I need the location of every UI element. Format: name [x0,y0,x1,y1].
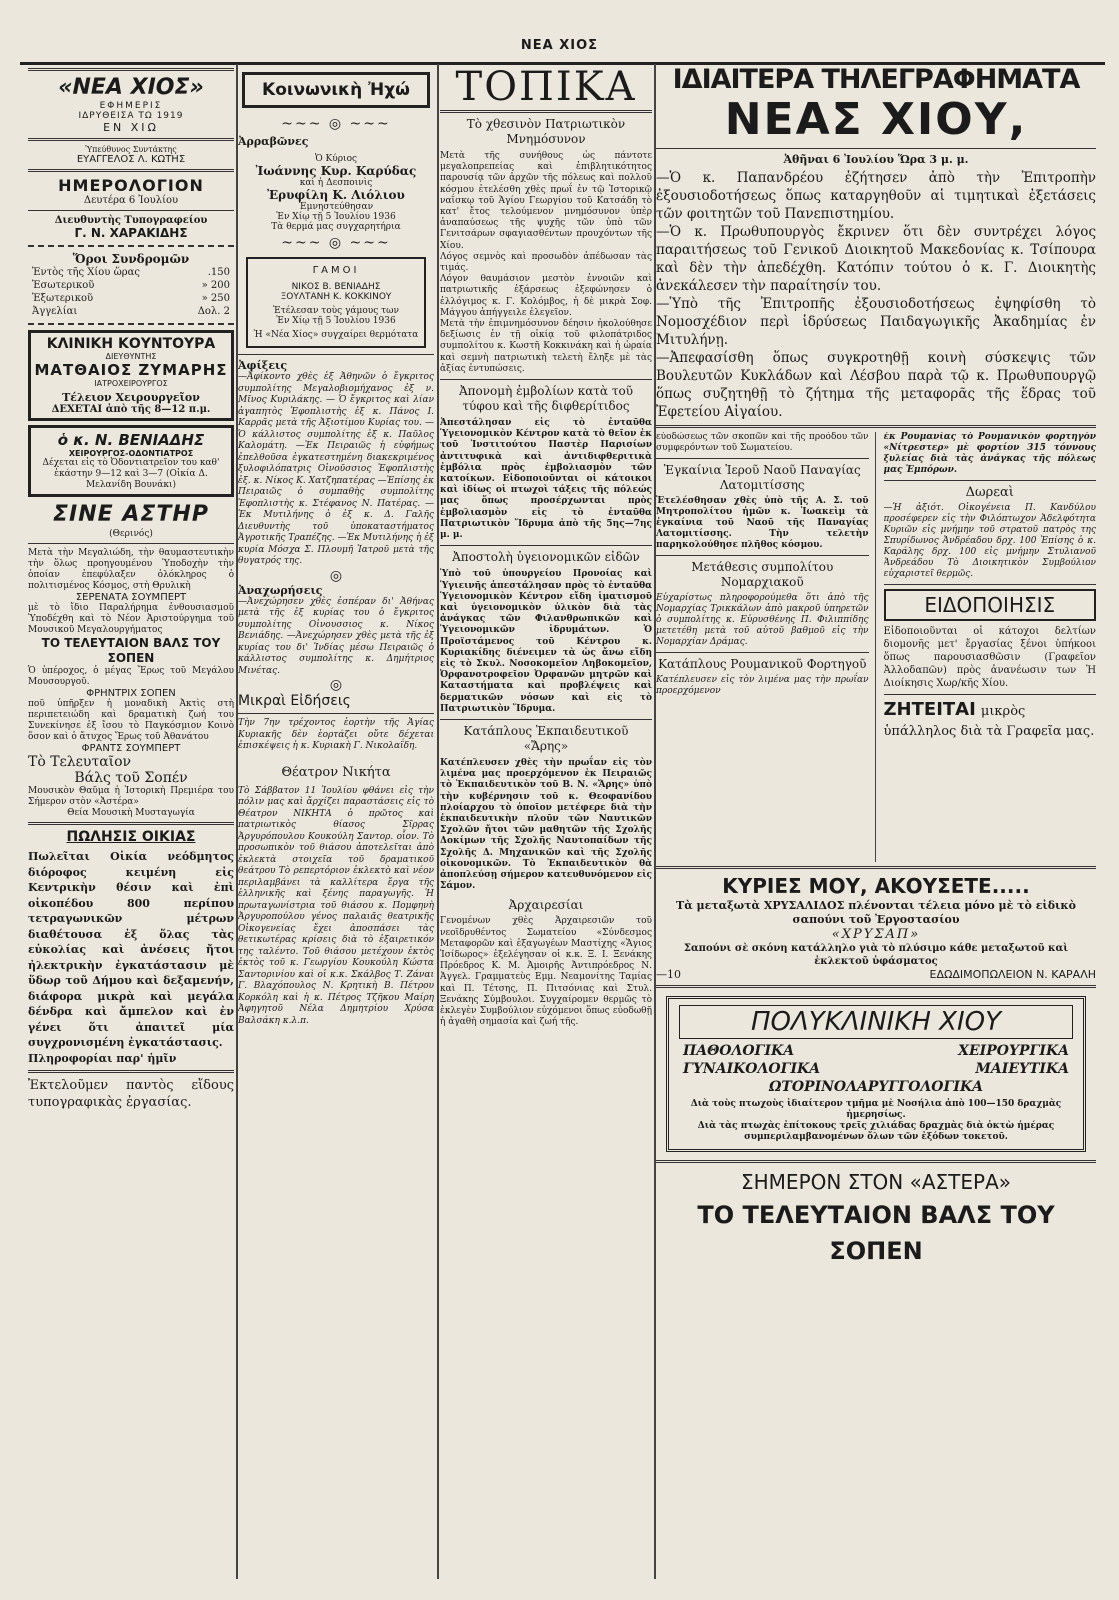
divider [28,138,234,141]
polyclinic-title: ΠΟΛΥΚΛΙΝΙΚΗ ΧΙΟΥ [679,1005,1073,1039]
divider [440,545,652,546]
calendar-date: Δευτέρα 6 Ἰουλίου [83,195,179,206]
cinema-subtitle: (Θερινός) [109,529,153,539]
polyclinic-text: Διὰ τοὺς πτωχοὺς ἰδιαίτερον τμῆμα μὲ Νοσήλια ἀπὸ 100—150 δραχμὰς ἡμερησίως. [690,1099,1062,1120]
divider [28,543,234,544]
wanted-text: μικρὸς ὑπάλληλος διὰ τὰ Γραφεῖα μας. [883,704,1095,739]
clinic-director-label: ΔΙΕΥΘΥΝΤΗΣ [105,352,157,361]
calendar-title: ΗΜΕΡΟΛΟΓΙΟΝ [58,176,204,195]
cinema-ad-film: ΤΟ ΤΕΛΕΥΤΑΙΟΝ ΒΑΛΣ ΤΟΥ ΣΟΠΕΝ [697,1201,1055,1265]
sale-info: Πληροφορίαι παρ' ἡμῖν [28,1051,177,1065]
divider [656,425,1096,428]
divider [238,713,434,714]
freighter-text: Κατέπλευσεν εἰς τὸν λιμένα μας τὴν πρωΐαν προερχόμενον [656,675,869,696]
divider [656,985,1096,988]
masthead: ΝΕΑ ΧΙΟΣ [520,38,599,53]
nameplate-founded: ΙΔΡΥΘΕΙΣΑ ΤΩ 1919 [78,111,184,121]
subscription-row [28,266,234,279]
soap-ad-code: —10 [656,968,681,981]
engagement-line: Ἐμνηστεύθησαν [298,202,374,212]
subscription-price: .150 [207,267,230,278]
elections-continued: εὐοδώσεως τῶν σκοπῶν καὶ τῆς προόδου τῶν συμφερόντων τοῦ Σωματείου. [656,432,869,453]
cinema-ad-title: ΣΗΜΕΡΟΝ ΣΤΟΝ «ΑΣΤΕΡΑ» [741,1170,1011,1194]
telegram-2: —Ὁ κ. Πρωθυπουργὸς ἔκρινεν ὅτι δὲν συντρέχει λόγος παραιτήσεως τοῦ Γενικοῦ Διοικητοῦ Μακεδονίας κ. Τσίπουρα καὶ δὲν τὴν ἀπεδέχθη. Κατόπιν τούτου ὁ κ. Γ. Διοικητὴς ἀνεκάλεσεν τὴν παραίτησίν του. [656,224,1096,294]
subscription-row [28,292,234,305]
cinema-tagline: Θεία Μουσικὴ Μυσταγωγία [67,808,195,818]
section-theatre: Θέατρον Νικήτα [281,764,391,780]
clinic-line: Τέλειον Χειρουργεῖον [62,391,200,404]
cinema-title: ΣΙΝΕ ΑΣΤΗΡ [53,502,209,527]
society-header [242,72,430,108]
notice-box [884,589,1097,621]
polyclinic-dept: ΜΑΙΕΥΤΙΚΑ [975,1061,1069,1077]
divider [28,323,234,325]
vaccines-text: Ἀπεστάλησαν εἰς τὸ ἐνταῦθα Ὑγειονομικὸν Κέντρον κατὰ τὸ θεῖον ἐκ τοῦ Ἰνστιτούτου Παστὲρ Παρισίων ἀντιτυφικὰ καὶ ἀντιδιφθεριτικὰ ἐμβόλια πρὸς ἐμβολιασμὸν τῶν κατοίκων. Εἰδοποιοῦνται οἱ κάτοικοι καὶ ἰδίως οἱ πτωχοὶ τάξεις τῆς πόλεώς μας ὅπως προσέρχωνται πρὸς ἐμβολιασμὸν εἰς τὸ ἐνταῦθα Πατριωτικὸν Ἵδρυμα ἀπὸ τῆς 5ης—7ης μ. μ. [440,418,652,541]
memorial-text-1: Μετὰ τῆς συνήθους ὡς πάντοτε μεγαλοπρεπείας καὶ ἐπιβλητικότητος παρουσίᾳ τῶν ἀρχῶν τῆς πόλεως καὶ πολλοῦ κόσμου ἐτελέσθη χθὲς πρωΐ ἐν τῷ Ἱστορικῷ ναΐσκῳ τοῦ Ἁγίου Γεωργίου τοῦ Κατσάδη τὸ κατ' ἔτος τελούμενον μνημόσυνον ὑπὲρ ἀναπαύσεως τῆς ψυχῆς τῶν ὑπὸ τῶν Γενιτσάρων σφαγιασθέντων προυχόντων τῆς Χίου. [440,151,652,251]
wedding-date: Ἐν Χίῳ τῇ 5 Ἰουλίου 1936 [276,316,396,326]
divider [28,210,234,211]
wedding-line: Ἐτέλεσαν τοὺς γάμους των [273,306,399,316]
printer-name: Γ. Ν. ΧΑΡΑΚΙΔΗΣ [74,226,188,240]
telegram-4: —Ἀπεφασίσθη ὅπως συγκροτηθῇ κοινὴ σύσκεψις τῶν Βουλευτῶν Κυκλάδων καὶ Λέσβου παρὰ τῷ κ. Πρωθυπουργῷ ὅπως συζητηθῇ τὸ ζήτημα τῆς μεταφορᾶς τῆς ἕδρας τοῦ Ἐφετείου Αἰγαίου. [656,350,1096,420]
training-ship-text: Κατέπλευσεν χθὲς τὴν πρωΐαν εἰς τὸν λιμένα μας προερχόμενον ἐκ Πειραιῶς τὸ Ἐκπαιδευτικὸν τοῦ Β. Ν. «Ἄρης» ὑπὸ τὴν κυβέρνησιν τοῦ κ. Θεοφανίδου πλοίαρχου τὸ ὁποῖον μετέφερε διὰ τὴν ἐκπαιδευτικὴν πλοῦν τῶν Ναυτικῶν Σχολῶν ἤτοι τῶν μαθητῶν τῆς Σχολῆς Δοκίμων τῆς Σχολῆς Ναυτοπαίδων τῆς Σχολῆς Δ. Μηχανικῶν καὶ τῆς Σχολῆς οἰκονομικῶν. Τὸ Ἐκπαιδευτικὸν θὰ ἀποπλεύσῃ σήμερον κατευθυνόμενον εἰς Σάμον. [440,757,652,892]
telegrams-title: ΙΔΙΑΙΤΕΡΑ ΤΗΛΕΓΡΑΦΗΜΑΤΑ [672,64,1080,95]
cinema-text-3: Ὁ ὑπέροχος, ὁ μέγας Ἔρως τοῦ Μεγάλου Μουσουργοῦ. [28,666,234,687]
headline-church: Ἐγκαίνια Ἱεροῦ Ναοῦ Παναγίας Λατομιτίσσης [663,463,861,492]
short-news-text: Τὴν 7ην τρέχοντος ἑορτὴν τῆς Ἁγίας Κυριακῆς δὲν ἑορτάζει οὔτε δέχεται ἐπισκέψεις ἡ κ. Κυριακὴ Γ. Νικολαΐδη. [238,718,434,751]
soap-ad-title: ΚΥΡΙΕΣ ΜΟΥ, ΑΚΟΥΣΕΤΕ..... [722,874,1030,898]
column-4 [656,64,1096,1579]
polyclinic-row [683,1061,1069,1077]
subscription-label: Ἀγγελίαι [32,306,78,317]
cinema-film-title: Τὸ Τελευταῖον [28,754,132,770]
polyclinic-ad [666,996,1086,1152]
engagement-line: Ὁ Κύριος [314,154,358,164]
dentist-role: ΧΕΙΡΟΥΡΓΟΣ-ΟΔΟΝΤΙΑΤΡΟΣ [68,449,194,458]
notice-title: ΕΙΔΟΠΟΙΗΣΙΣ [924,593,1056,617]
cinema-name: ΦΡΗΝΤΡΙΧ ΣΟΠΕΝ [86,688,176,699]
nameplate-sub: ΕΦΗΜΕΡΙΣ [99,101,163,111]
print-ad: Ἐκτελοῦμεν παντὸς εἴδους τυπογραφικὰς ἐργασίας. [28,1077,234,1110]
society-title: Κοινωνικὴ Ἠχώ [262,80,410,100]
subscription-label: Ἐξωτερικοῦ [32,293,94,304]
dentist-text: Δέχεται εἰς τὸ Ὀδοντιατρεῖον του καθ' ἑκάστην 9—12 καὶ 3—7 (Οἰκία Δ. Μελανίδη Βουνάκι) [42,458,220,490]
soap-ad-shop: ΕΔΩΔΙΜΟΠΩΛΕΙΟΝ Ν. ΚΑΡΑΛΗ [929,968,1096,981]
cinema-film: ΣΕΡΕΝΑΤΑ ΣΟΥΜΠΕΡΤ [75,592,187,603]
engagement-wish: Τὰ θερμά μας συγχαρητήρια [271,222,401,232]
section-engagements: Ἀρραβῶνες [238,135,309,148]
telegram-1: —Ὁ κ. Παπανδρέου ἐζήτησεν ἀπὸ τὴν Ἐπιτροπὴν ἐξουσιοδοτήσεως ὅπως καταργηθοῦν αἱ τιμητικαὶ ἐξετάσεις τῶν φοιτητῶν τοῦ Πανεπιστημίου. [656,170,1096,222]
memorial-text-2: Λόγος σεμνὸς καὶ προσωδὸν ἀπέδωσαν τὰς τιμάς. [440,251,652,274]
wedding-wish: Ἡ «Νέα Χίος» συγχαίρει θερμότατα [253,330,419,340]
headline-memorial: Τὸ χθεσινὸν Πατριωτικὸν Μνημόσυνον [466,117,626,146]
headline-supplies: Ἀποστολὴ ὑγειονομικῶν εἰδῶν [452,550,640,565]
section-departures: Ἀναχωρήσεις [238,583,323,597]
divider [884,584,1097,585]
cinema-text-4: ποῦ ὑπῆρξεν ἡ μοναδικὴ Ἀκτὶς στὴ περιπετειώδη καὶ δραματικὴ ζωή του Συνεκίνησε ἐξ ἴσου τὸ Παγκόσμιον Κοινὸ ὅσον καὶ ὁ ἄτυχος Ἔρως τοῦ Ἀθανάτου [28,699,234,742]
subscription-row [28,305,234,318]
clinic-ad [28,330,234,421]
headline-vaccines: Ἀπονομὴ ἐμβολίων κατὰ τοῦ τύφου καὶ τῆς διφθερίτιδος [458,384,634,414]
soap-ad-text: Τὰ μεταξωτὰ ΧΡΥΣΑΛΙΔΟΣ πλένονται τέλεια μόνο μὲ τὸ εἰδικὸ σαπούνι τοῦ Ἐργοστασίου [676,899,1076,926]
column-1 [28,64,234,1579]
polyclinic-dept: ΓΥΝΑΙΚΟΛΟΓΙΚΑ [683,1061,821,1077]
theatre-text: Τὸ Σάββατον 11 Ἰουλίου φθάνει εἰς τὴν πόλιν μας καὶ ἄρχίζει παραστάσεις εἰς τὸ Θέατρον ΝΙΚΗΤΑ ὁ πρῶτος καὶ πατριωτικὸς θίασος Σῖρρας Ἀργυρόπουλου Κουκούλη Σαντορ. οἶον. Τὸ προσωπικὸν τοῦ θιάσου ἀποτελεῖται ἀπὸ ἐκλεκτὰ στοιχεῖα τοῦ δραματικοῦ θεάτρου Τὸ ρεπερτόριον ἐκλεκτὸ καὶ νέον περιλαμβάνει τὰ καλλίτερα ἔργα τῆς ἑλληνικῆς καὶ ξένης παραγωγῆς. Ἡ πρωταγωνίστρια τοῦ θιάσου κ. Πομφηνὴ Ἀργυροπούλου γένος παλαιᾶς θεατρικῆς Οἰκογενείας ἔχει ἀποσπάσει τὰς θετικωτέρας κρίσεις διὰ τὸ ἐξαιρετικόν της ταλέντο. Τοῦ θιάσου μετέχουν ἐκτὸς ἐκτὸς τοῦ κ. Γεωργίου Κουκούλη Κώστα Σαντορινίου καὶ οἱ κ.κ. Σκάλβος Τ. Ζάναι Γ. Βλαχόπουλος Ν. Κρητικὴ Β. Πέτρου Κορκόλη καὶ ἡ κ. Πέτρος Τζῆκου Μαίρη Ἀφηγητοῦ Νέλα Δημητρίου Χρύσα Βαλσάκη κ.λ.π. [238,785,434,1026]
cinema-headline: ΤΟ ΤΕΛΕΥΤΑΙΟΝ ΒΑΛΣ ΤΟΥ ΣΟΠΕΝ [41,636,221,665]
sale-title: ΠΩΛΗΣΙΣ ΟΙΚΙΑΣ [66,829,196,845]
sale-text: Πωλεῖται Οἰκία νεόδμητος διόροφος κειμένη εἰς Κεντρικὴν θέσιν καὶ ἐπὶ οἰκοπέδου 800 περίπου τετραγωνικῶν μέτρων διαθέτουσα ἐξ ὅλας τὰς εὐκολίας καὶ ἀνέσεις ἤτοι ἠλεκτρικὴν ἐγκατάστασιν μὲ ὕδωρ τοῦ Δήμου καὶ δεξαμενήν, διάφορα μικρὰ καὶ μεγάλα δένδρα καὶ ἄμπελον καὶ ἐν γένει ὅτι ἀπαιτεῖ μία συγχρονισμένη ἐγκατάστασις. [28,850,234,1049]
cinema-film-title-2: Βάλς τοῦ Σοπέν [74,770,188,786]
nameplate-place: ΕΝ ΧΙΩ [103,121,159,134]
headline-freighter: Κατάπλους Ρουμανικοῦ Φορτηγοῦ [658,657,867,671]
section-arrivals: Ἀφίξεις [238,359,288,372]
divider [28,68,234,71]
weddings-title: ΓΑΜΟΙ [312,265,360,276]
column-2 [238,64,434,1579]
subscription-list [28,266,234,318]
subscription-title: Ὅροι Συνδρομῶν [72,252,190,266]
headline-training-ship: Κατάπλους Ἐκπαιδευτικοῦ «Ἄρης» [463,723,629,753]
headline-elections: Ἀρχαιρεσίαι [508,898,584,913]
soap-ad-brand: «ΧΡΥΣΑΠ» [831,927,921,942]
polyclinic-dept: ΧΕΙΡΟΥΡΓΙΚΑ [958,1043,1069,1059]
telegrams-title-2: ΝΕΑΣ ΧΙΟΥ, [724,94,1028,145]
dentist-name: ὁ κ. Ν. ΒΕΝΙΑΔΗΣ [57,431,205,449]
soap-ad-footer [656,968,1096,981]
engagement-line: καὶ ἡ Δεσποινὶς [299,178,373,188]
wedding-name: ΞΟΥΛΤΑΝΗ Κ. ΚΟΚΚΙΝΟΥ [280,292,392,302]
divider [656,866,1096,869]
divider [440,719,652,720]
lower-news-right [884,432,1097,862]
section-short-news: Μικραὶ Εἰδήσεις [238,693,351,709]
dentist-ad [28,425,234,497]
local-news-title: ΤΟΠΙΚΑ [440,64,652,113]
memorial-text-4: Μετὰ τὴν ἐπιμνημόσυνον δέησιν ἠκολούθησε δεξίωσις ἐν τῇ οἰκίᾳ τοῦ φιλοπάτριδος συμπολίτου κ. Κωστῆ Κοκκινάκη καὶ ἡ ὡραία καὶ σεμνὴ πατριωτικὴ τελετὴ ἔληξε μὲ τὰς ἀξίας ἐντυπώσεις. [440,319,652,374]
arrivals-text: —Ἀφίκοντο χθὲς ἐξ Ἀθηνῶν ὁ ἔγκριτος συμπολίτης Μεγαλοβιομήχανος ἐξ ν. Μῖνος Κυριλάκης. — Ὁ ἔγκριτος καὶ λίαν ἀγαπητὸς Ἐφοπλιστὴς ἐξ κ. Πάνος Ι. Καρρᾶς μετὰ τῆς Ἀξιοτίμου Κυρίας του. —Ὁ κάλλιστος συμπολίτης ἐξ κ. Παῦλος Καλομάτη. —Ἐκ Πειραιῶς ἡ εὐφήμως ἐπελθοῦσα ἐγκατεστημένη διακεκριμένος ξυλοφιλόπατρις Οἰνοῦσσιος Ἐφοπλιστὴς ἐξ. κ. Νίκος Κ. Χατζηπατέρας —Ἐπίσης ἐκ Πειραιῶς ὁ συμπαθὴς συμπολίτης Ἐφοπλιστὴς κ. Στέφανος Ν. Πατέρας. —Ἐκ Μυτιλήνης ὁ ἐξ κ. Δ. Γαλῆς Διευθυντὴς τοῦ ὑποκαταστήματος Ἀγροτικῆς Τραπέζης. —Ἐκ Μυτιλήνης ἡ ἐξ κυρία Μόσχα Σ. Πλουμῆ Ἰατροῦ μετὰ τῆς θυγατρός της. [238,372,434,566]
cinema-text: Μετὰ τὴν Μεγαλιώδη, τὴν θαυμαστευτικὴν τὴν ὅλως προηγουμένου Ὑποδοχὴν τὴν ὁποίαν ἐπεφύλαξεν ὁλόκληρος ὁ πολιτισμένος Κόσμος, στὴ Θρυλικὴ [28,548,234,591]
headline-donations: Δωρεαὶ [965,485,1014,500]
subscription-price: Δολ. 2 [197,306,230,317]
soap-ad-text-2: Σαπούνι σὲ σκόνη κατάλληλο γιὰ τὸ πλύσιμο κάθε μεταξωτοῦ καὶ ἐκλεκτοῦ ὑφάσματος [683,943,1069,967]
printer-label: Διευθυντὴς Τυπογραφείου [54,215,208,226]
wedding-name: ΝΙΚΟΣ Β. ΒΕΝΙΑΔΗΣ [291,282,381,292]
divider [656,652,869,653]
polyclinic-dept: ΩΤΟΡΙΝΟΛΑΡΥΓΓΟΛΟΓΙΚΑ [768,1079,984,1095]
clinic-hours: ΔΕΧΕΤΑΙ ἀπὸ τῆς 8—12 π.μ. [51,404,211,415]
weddings-box [246,257,426,348]
polyclinic-row [683,1043,1069,1059]
donations-text: —Ἡ ἀξιότ. Οἰκογένεια Π. Κανδύλου προσέφερεν εἰς τὴν Φιλόπτωχον Ἀδελφότητα Κυριῶν εἰς μνήμην τοῦ στρατοῦ πατρὸς της Σπυρίδωνος Ἀνδρέαδου δρχ. 100 Ἐπίσης ὁ κ. Καράλης δρχ. 100 εἰς μνήμην Στυλιανοῦ Ἀνδρεάδου Τὸ Διοικητικὸν Συμβούλιον εὐχαριστεῖ θερμῶς. [883,503,1096,579]
supplies-text: Ὑπὸ τοῦ ὑπουργείου Προνοίας καὶ Ὑγιεινῆς ἀπεστάλησαν πρὸς τὸ ἐνταῦθα Ὑγειονομικὸν Κέντρον εἴδη ἱματισμοῦ καὶ ὑγειονομικὸν ὑλικὸν διὰ τὰς ἀνάγκας τῶν Φιλανθρωπικῶν καὶ Ὑγειονομικῶν ἱδρυμάτων. Ὁ Προϊστάμενος τοῦ Κέντρου κ. Κυριακίδης διένειμεν τὰ ὡς ἄνω εἴδη εἰς τὸ Σκυλ. Νοσοκομεῖον Ληβοκομεῖον, Ὀρφανοτροφεῖον Ὀρφανῶν μητρῶν καὶ Καταστήματα καὶ προβλέψεις καὶ δερματικῶν νόσων καὶ εἰς τὸ Πατριωτικὸν Ἵδρυμα. [440,569,652,714]
telegrams-dateline: Ἀθῆναι 6 Ἰουλίου Ὥρα 3 μ. μ. [783,153,969,166]
telegram-3: —Ὑπὸ τῆς Ἐπιτροπῆς ἐξουσιοδοτήσεως ἐψηφίσθη τὸ Νομοσχέδιον περὶ ἱδρύσεως Παιδαγωγικῆς Ἀκαδημίας ἐν Μιτυλήνῃ. [656,296,1096,348]
headline-transfer: Μετάθεσις συμπολίτου Νομαρχιακοῦ [691,560,834,589]
column-rule [437,64,439,1579]
wanted-title: ΖΗΤΕΙΤΑΙ [883,699,976,720]
notice-text: Εἰδοποιοῦνται οἱ κάτοχοι δελτίων διομονῆς μετ' ἔργασίας ξένοι ὑπήκοοι ὅπως παρουσιασθῶσιν (Γραφεῖον Ἀλλοδαπῶν) πρὸς ἀνανέωσιν των Ἡ Διοίκησις Χωρ/κῆς Χίου. [883,626,1096,689]
ornament: ◎ [329,677,343,693]
subscription-price: » 200 [201,280,230,291]
ornament: ~~~ ◎ ~~~ [281,116,391,132]
divider [656,148,1096,149]
engagement-name: Ἐρυφίλη Κ. Λιόλιου [267,188,405,202]
polyclinic-dept: ΠΑΘΟΛΟΓΙΚΑ [683,1043,795,1059]
clinic-title: ΚΛΙΝΙΚΗ ΚΟΥΝΤΟΥΡΑ [46,336,216,352]
editor-name: ΕΥΑΓΓΕΛΟΣ Λ. ΚΩΤΗΣ [76,154,186,165]
divider [656,555,869,556]
divider [28,1070,234,1073]
divider [656,458,869,459]
elections-text: Γενομένων χθὲς Ἀρχαιρεσιῶν τοῦ νεοϊδρυθέντος Σωματείου «Σύνδεσμος Μεταφορῶν καὶ ἐξαγωγέων Μαστίχης «Ἅγιος Ἰσίδωρος» ἐξελέγησαν οἱ κ.κ. Ξ. Ι. Ξενάκης Πρόεδρος Κ. Μ. Ἀμοιρῆς Ἀντιπρόεδρος Ν. Ἀγγελ. Γραμματεὺς Εμμ. Νεαμονίτης Ταμίας καὶ Π. Τέτσης, Π. Πιτσόνιας καὶ Στυλ. Ξενάκης Σύμβουλοι. Συγχαίρομεν θερμῶς τὸ ἐκλεγὲν Συμβούλιον εὐχόμενοι ὅπως εὐοδωθῇ ἡ ἀγαθὴ σημασία καὶ ζωή τῆς. [440,916,652,1028]
cinema-text-5: Μουσικὸν Θαῦμα ἡ Ἱστορικὴ Πρεμιέρα του Σήμερον στὸν «Ἀστέρα» [28,786,234,807]
editor-label: Ὑπεύθυνος Συντάκτης [85,145,177,154]
freighter-continued: ἐκ Ρουμανίας τὸ Ρουμανικὸν φορτηγὸν «Νίτρεστερ» μὲ φορτίον 315 τόννους ξυλείας διὰ τὰς ἀνάγκας τῆς πόλεως μας Ἐμπόρων. [883,432,1096,475]
cinema-text-2: μὲ τὸ ἴδιο Παραλήρημα ἐνθουσιασμοῦ Ὑποδέχθη καὶ τὸ Νέον Ἀριστούργημα τοῦ Μουσικοῦ Μεγαλουργήματος [28,603,234,635]
subscription-label: Ἐντὸς τῆς Χίου ὥρας [32,267,140,278]
divider [238,354,434,355]
column-3 [440,64,652,1579]
ornament: ◎ [329,567,343,584]
engagement-name: Ἰωάννης Κυρ. Καρύδας [255,164,417,178]
transfer-text: Εὐχαρίστως πληροφορούμεθα ὅτι ἀπὸ τῆς Νομαρχίας Τρικκάλων ἀπὸ μακροῦ ὑπηρετῶν ὁ συμπολίτης κ. Εὐρυσθένης Π. Φιλιππίδης μετετέθη μετὰ τοῦ αὐτοῦ βαθμοῦ εἰς τὴν Νομαρχίαν Δράμας. [656,593,869,647]
subscription-row [28,279,234,292]
divider [656,1160,1096,1163]
subscription-price: » 250 [201,293,230,304]
subscription-label: Ἐσωτερικοῦ [32,280,95,291]
divider [28,169,234,172]
divider [28,245,234,247]
divider [28,822,234,825]
cinema-name-2: ΦΡΑΝΤΣ ΣΟΥΜΠΕΡΤ [81,743,181,754]
memorial-text-3: Λόγον θαυμάσιον μεστὸν ἐννοιῶν καὶ πατριωτικῆς ἐξάρσεως ἐξεφώνησεν ὁ ἐλλόγιμος κ. Γ. Κολόμβος, ἡ δὲ μικρὰ Σοφ. Μάγγου ἀπήγγειλε ἐλεγεῖον. [440,274,652,318]
nameplate-title: «ΝΕΑ ΧΙΟΣ» [58,75,204,100]
clinic-doctor-role: ΙΑΤΡΟΧΕΙΡΟΥΡΓΟΣ [94,379,168,388]
ornament: ~~~ ◎ ~~~ [281,235,391,251]
divider [884,694,1097,695]
departures-text: —Ἀνεχώρησεν χθὲς ἐσπέραν δι' Ἀθήνας μετὰ τῆς ἐξ κυρίας του ὁ ἔγκριτος συμπολίτης Οἰνουσσιος κ. Νίκος Βενιάδης. —Ἀνεχώρησεν χθὲς μετὰ τῆς ἐξ κυρίας του δι' Ἰνδίας μέσω Πειραιῶς ὁ κάλλιστος συμπολίτης κ. Δημήτριος Μινέτας. [238,596,434,676]
lower-news-left [656,432,876,862]
church-text: Ἐτελέσθησαν χθὲς ὑπὸ τῆς Α. Σ. τοῦ Μητροπολίτου ἡμῶν κ. Ἰωακεὶμ τὰ ἐγκαίνια τοῦ Ναοῦ τῆς Παναγίας Λατομιτίσσης. Τὴν τελετὴν παρηκολούθησε πλῆθος κόσμου. [656,496,869,550]
polyclinic-text-2: Διὰ τὰς πτωχὰς ἐπίτοκους τρεῖς χιλιάδας δραχμὰς διὰ ὀκτὼ ἡμέρας συμπεριλαμβανομένων ὅλων τῶν ἐξόδων τοκετοῦ. [697,1121,1055,1142]
divider [884,480,1097,481]
engagement-date: Ἐν Χίῳ τῇ 5 Ἰουλίου 1936 [276,212,396,222]
divider [440,379,652,380]
lower-news [656,432,1096,862]
clinic-doctor: ΜΑΤΘΑΙΟΣ ΖΥΜΑΡΗΣ [34,361,228,379]
